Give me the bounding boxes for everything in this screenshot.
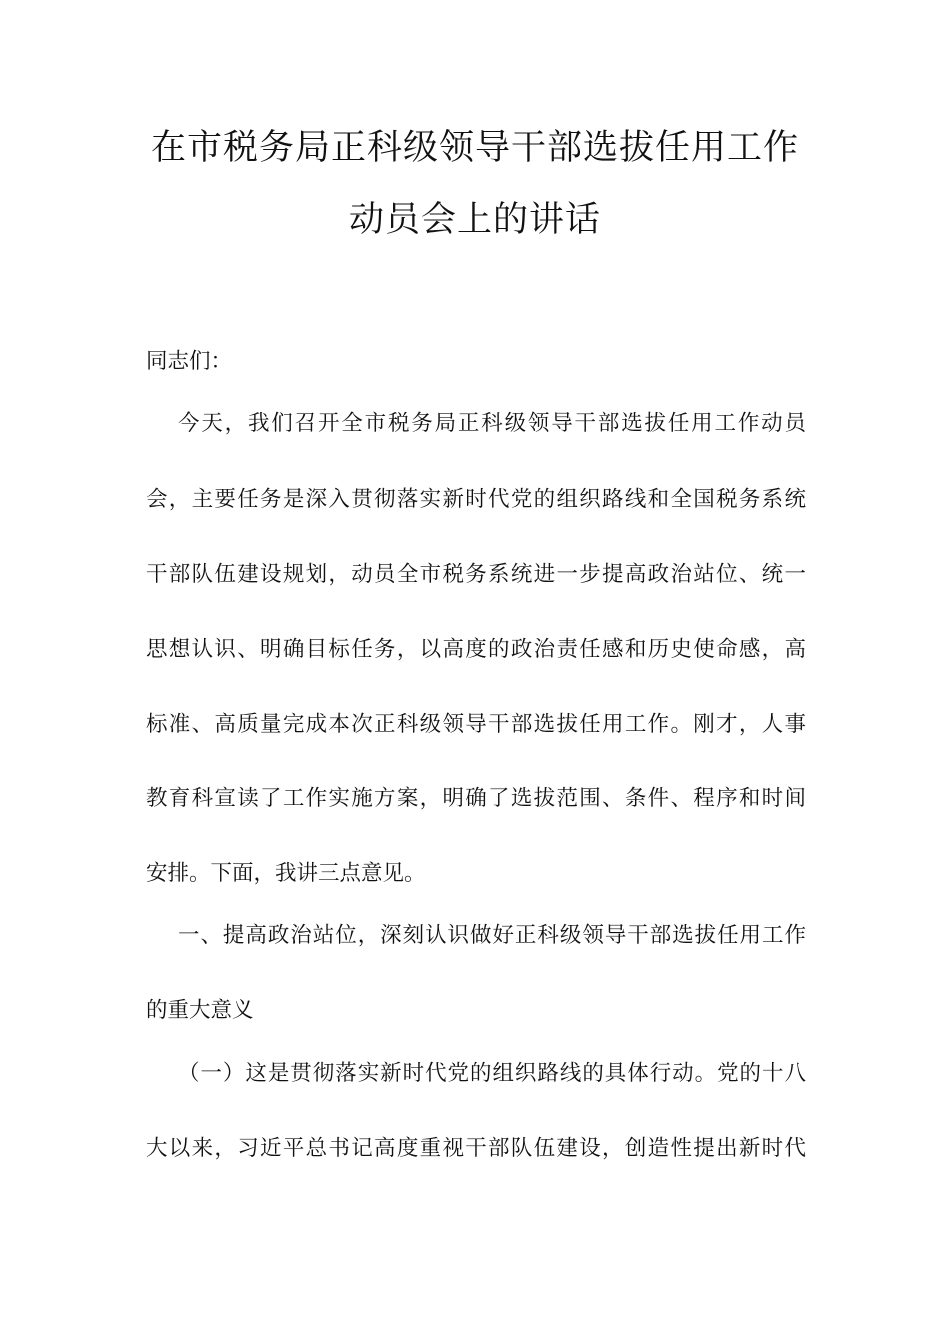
paragraph-line: 今天，我们召开全市税务局正科级领导干部选拔任用工作动员 (178, 411, 806, 436)
heading-line: 的重大意义 (146, 998, 254, 1023)
heading-line: 一、提高政治站位，深刻认识做好正科级领导干部选拔任用工作 (178, 923, 806, 948)
paragraph-line: 标准、高质量完成本次正科级领导干部选拔任用工作。刚才，人事 (146, 712, 806, 737)
paragraph-line: 安排。下面，我讲三点意见。 (146, 861, 426, 886)
paragraph-line: 思想认识、明确目标任务，以高度的政治责任感和历史使命感，高 (146, 637, 806, 662)
paragraph-line: （一）这是贯彻落实新时代党的组织路线的具体行动。党的十八 (178, 1061, 806, 1086)
document-title-line-2: 动员会上的讲话 (348, 200, 601, 240)
paragraph-line: 会，主要任务是深入贯彻落实新时代党的组织路线和全国税务系统 (146, 487, 806, 512)
paragraph-line: 干部队伍建设规划，动员全市税务系统进一步提高政治站位、统一 (146, 562, 806, 587)
paragraph-line: 教育科宣读了工作实施方案，明确了选拔范围、条件、程序和时间 (146, 786, 806, 811)
salutation: 同志们： (146, 349, 233, 374)
document-title-line-1: 在市税务局正科级领导干部选拔任用工作 (150, 128, 799, 168)
paragraph-line: 大以来，习近平总书记高度重视干部队伍建设，创造性提出新时代 (146, 1136, 806, 1161)
